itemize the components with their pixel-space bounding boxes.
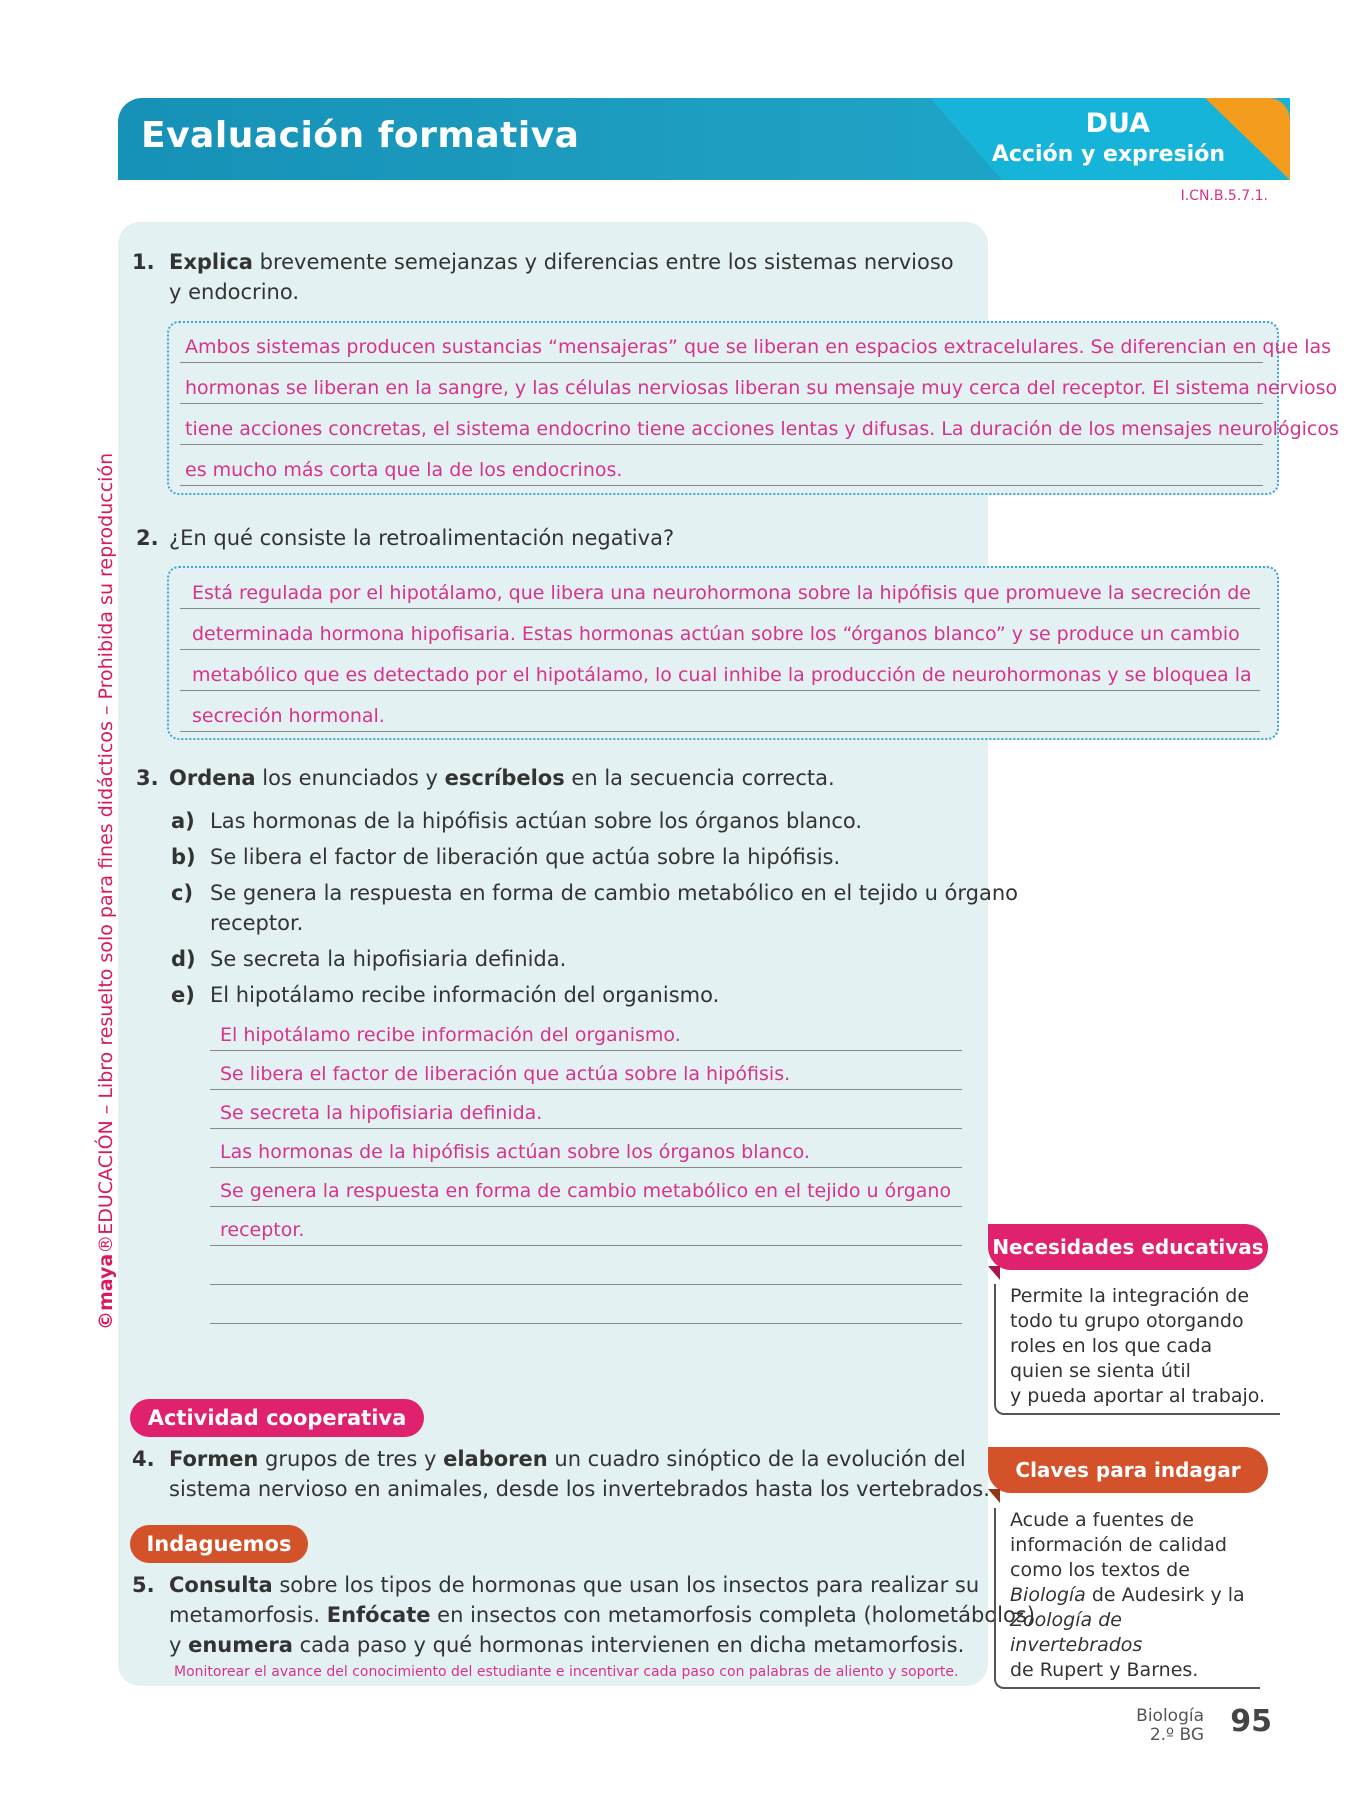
question-5-number: 5. bbox=[132, 1573, 155, 1597]
question-1-number: 1. bbox=[132, 250, 155, 274]
footer-subject bbox=[1136, 1707, 1204, 1745]
option-c-text-l2: receptor. bbox=[210, 911, 304, 935]
option-c-text: Se genera la respuesta en forma de cambio metabólico en el tejido u órgano bbox=[210, 881, 1019, 905]
claves-body bbox=[994, 1508, 1260, 1689]
q4-verb-1: Formen bbox=[169, 1447, 259, 1471]
copyright-side-text bbox=[95, 453, 117, 1330]
dua-label: DUA bbox=[1085, 108, 1150, 139]
option-d-letter: d) bbox=[171, 947, 196, 971]
teacher-note: Monitorear el avance del conocimiento del estudiante e incentivar cada paso con palabras de aliento y soporte. bbox=[174, 1664, 959, 1680]
claves-book-2: Zoología de invertebrados bbox=[1010, 1609, 1143, 1656]
answer-1-line-4: es mucho más corta que la de los endocrinos. bbox=[180, 455, 1263, 486]
option-a-letter: a) bbox=[171, 809, 195, 833]
necesidades-line-2: todo tu grupo otorgando bbox=[1010, 1310, 1244, 1332]
q4-verb-2: elaboren bbox=[443, 1447, 548, 1471]
question-2-text: ¿En qué consiste la retroalimentación negativa? bbox=[169, 526, 675, 550]
necesidades-line-4: quien se sienta útil bbox=[1010, 1360, 1191, 1382]
claves-book-1: Biología bbox=[1010, 1584, 1086, 1606]
question-2-number: 2. bbox=[136, 526, 159, 550]
sequence-line-7 bbox=[210, 1254, 962, 1285]
necesidades-header: Necesidades educativas bbox=[988, 1224, 1268, 1270]
page-title: Evaluación formativa bbox=[141, 115, 580, 156]
sequence-line-2: Se libera el factor de liberación que actúa sobre la hipófisis. bbox=[210, 1059, 962, 1090]
claves-line-1: Acude a fuentes de bbox=[1010, 1509, 1194, 1531]
q5-t3a: y bbox=[169, 1633, 189, 1657]
claves-line-4-rest: de Audesirk y la bbox=[1085, 1584, 1245, 1606]
indaguemos-pill: Indaguemos bbox=[130, 1525, 308, 1563]
dua-subtitle: Acción y expresión bbox=[991, 142, 1225, 167]
question-1-text bbox=[169, 247, 954, 277]
q1-verb: Explica bbox=[169, 250, 253, 274]
answer-2-line-1: Está regulada por el hipotálamo, que libera una neurohormona sobre la hipófisis que promueve la secreción de bbox=[180, 578, 1260, 609]
question-1-text-l2: y endocrino. bbox=[169, 280, 299, 304]
option-b-letter: b) bbox=[171, 845, 196, 869]
q3-mid: los enunciados y bbox=[255, 766, 445, 790]
answer-1-line-1: Ambos sistemas producen sustancias “mensajeras” que se liberan en espacios extracelulares. Se diferencian en que las bbox=[180, 332, 1263, 363]
question-3-number: 3. bbox=[136, 766, 159, 790]
option-d-text: Se secreta la hipofisiaria definida. bbox=[210, 947, 567, 971]
necesidades-line-3: roles en los que cada bbox=[1010, 1335, 1213, 1357]
sequence-line-8 bbox=[210, 1293, 962, 1324]
cooperative-activity-pill: Actividad cooperativa bbox=[130, 1399, 424, 1437]
footer-subject-name: Biología bbox=[1136, 1706, 1204, 1726]
copyright-text: ®EDUCACIÓN – Libro resuelto solo para fines didácticos – Prohibida su reproducción bbox=[95, 452, 117, 1254]
necesidades-body bbox=[994, 1284, 1280, 1415]
question-5-text-l2 bbox=[169, 1600, 1035, 1630]
q3-verb-2: escríbelos bbox=[444, 766, 565, 790]
claves-line-6: de Rupert y Barnes. bbox=[1010, 1659, 1199, 1681]
claves-line-4 bbox=[1010, 1583, 1260, 1608]
sequence-line-4: Las hormonas de la hipófisis actúan sobre los órganos blanco. bbox=[210, 1137, 962, 1168]
question-5-text-l1 bbox=[169, 1570, 979, 1600]
sequence-line-5: Se genera la respuesta en forma de cambio metabólico en el tejido u órgano bbox=[210, 1176, 962, 1207]
option-a-text: Las hormonas de la hipófisis actúan sobre los órganos blanco. bbox=[210, 809, 863, 833]
q3-end: en la secuencia correcta. bbox=[564, 766, 835, 790]
answer-2-line-4: secreción hormonal. bbox=[180, 701, 1260, 732]
option-e-letter: e) bbox=[171, 983, 195, 1007]
option-b-text: Se libera el factor de liberación que actúa sobre la hipófisis. bbox=[210, 845, 841, 869]
header-banner bbox=[118, 98, 1290, 180]
sequence-line-6: receptor. bbox=[210, 1215, 962, 1246]
q4-mid: grupos de tres y bbox=[258, 1447, 444, 1471]
footer-grade: 2.º BG bbox=[1149, 1725, 1204, 1745]
q4-end: un cuadro sinóptico de la evolución del bbox=[547, 1447, 966, 1471]
answer-2-line-2: determinada hormona hipofisaria. Estas hormonas actúan sobre los “órganos blanco” y se produce un cambio bbox=[180, 619, 1260, 650]
necesidades-line-5: y pueda aportar al trabajo. bbox=[1010, 1385, 1266, 1407]
option-c-letter: c) bbox=[171, 881, 194, 905]
q5-t3b: cada paso y qué hormonas intervienen en dicha metamorfosis. bbox=[292, 1633, 965, 1657]
sequence-line-3: Se secreta la hipofisiaria definida. bbox=[210, 1098, 962, 1129]
page-number: 95 bbox=[1230, 1704, 1272, 1739]
necesidades-line-1: Permite la integración de bbox=[1010, 1285, 1250, 1307]
question-4-text-l2: sistema nervioso en animales, desde los invertebrados hasta los vertebrados. bbox=[169, 1477, 990, 1501]
q5-t2a: metamorfosis. bbox=[169, 1603, 327, 1627]
claves-line-3: como los textos de bbox=[1010, 1559, 1190, 1581]
q5-verb-3: enumera bbox=[188, 1633, 293, 1657]
answer-2-line-3: metabólico que es detectado por el hipotálamo, lo cual inhibe la producción de neurohormonas y se bloquea la bbox=[180, 660, 1260, 691]
q5-t1: sobre los tipos de hormonas que usan los insectos para realizar su bbox=[272, 1573, 980, 1597]
q5-t2b: en insectos con metamorfosis completa (holometábolos) bbox=[430, 1603, 1035, 1627]
indicator-code: I.CN.B.5.7.1. bbox=[1180, 188, 1268, 204]
claves-line-2: información de calidad bbox=[1010, 1534, 1227, 1556]
necesidades-fold bbox=[988, 1266, 1000, 1280]
question-3-text bbox=[169, 763, 835, 793]
question-4-text bbox=[169, 1444, 969, 1474]
claves-header: Claves para indagar bbox=[988, 1447, 1268, 1493]
answer-1-line-2: hormonas se liberan en la sangre, y las células nerviosas liberan su mensaje muy cerca del receptor. El sistema nervioso bbox=[180, 373, 1263, 404]
question-4-number: 4. bbox=[132, 1447, 155, 1471]
question-5-text-l3 bbox=[169, 1630, 964, 1660]
q3-verb-1: Ordena bbox=[169, 766, 256, 790]
option-e-text: El hipotálamo recibe información del organismo. bbox=[210, 983, 720, 1007]
q1-text-l1: brevemente semejanzas y diferencias entre los sistemas nervioso bbox=[252, 250, 954, 274]
q5-verb-1: Consulta bbox=[169, 1573, 273, 1597]
sequence-line-1: El hipotálamo recibe información del organismo. bbox=[210, 1020, 962, 1051]
q5-verb-2: Enfócate bbox=[326, 1603, 431, 1627]
brand-logo-text: ©maya bbox=[95, 1253, 117, 1330]
answer-1-line-3: tiene acciones concretas, el sistema endocrino tiene acciones lentas y difusas. La duración de los mensajes neurológicos bbox=[180, 414, 1263, 445]
claves-line-5 bbox=[1010, 1608, 1260, 1658]
